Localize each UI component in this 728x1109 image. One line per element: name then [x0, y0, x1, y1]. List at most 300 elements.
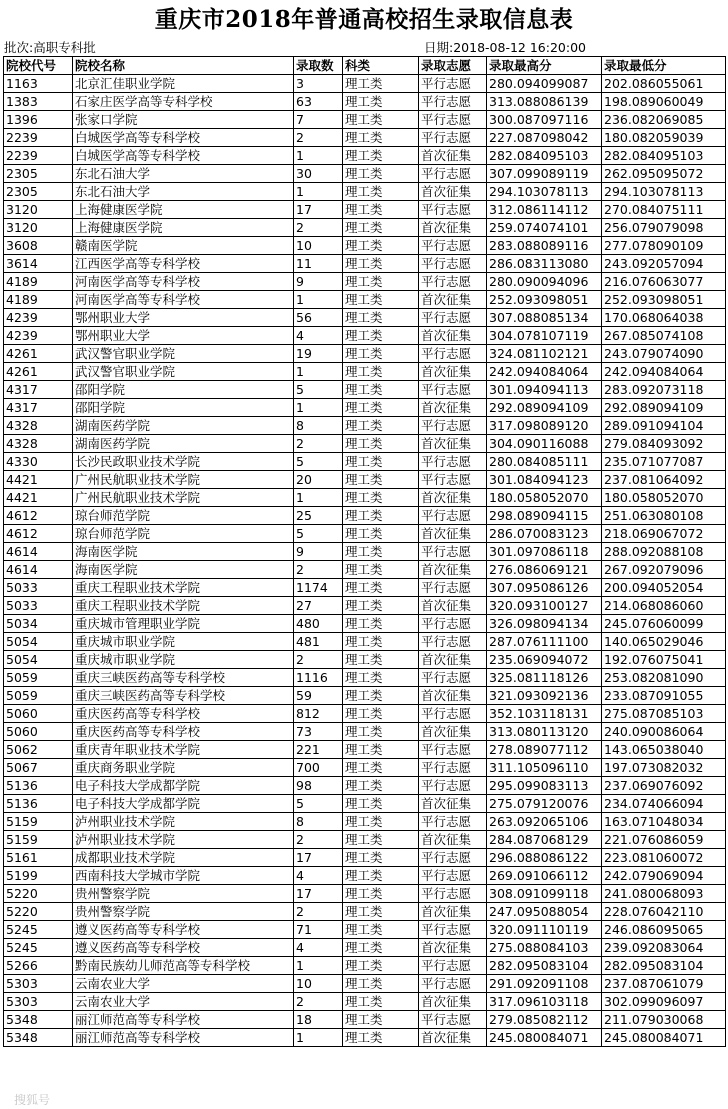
cell-admit-count: 8: [294, 813, 343, 831]
cell-school-name: 东北石油大学: [73, 165, 294, 183]
table-row: [4, 453, 726, 471]
admission-table: [3, 56, 726, 1047]
cell-admission-choice: 首次征集: [419, 525, 487, 543]
cell-school-code: 2305: [4, 165, 73, 183]
cell-max-score: 283.088089116: [487, 237, 602, 255]
cell-subject-type: 理工类: [343, 93, 419, 111]
cell-min-score: 237.069076092: [602, 777, 726, 795]
cell-school-name: 赣南医学院: [73, 237, 294, 255]
cell-school-code: 3608: [4, 237, 73, 255]
cell-max-score: 242.094084064: [487, 363, 602, 381]
cell-school-name: 重庆工程职业技术学院: [73, 597, 294, 615]
cell-admission-choice: 首次征集: [419, 327, 487, 345]
cell-school-code: 4614: [4, 543, 73, 561]
cell-admit-count: 2: [294, 993, 343, 1011]
cell-admit-count: 2: [294, 561, 343, 579]
cell-max-score: 307.095086126: [487, 579, 602, 597]
cell-admission-choice: 首次征集: [419, 993, 487, 1011]
cell-school-code: 5348: [4, 1029, 73, 1047]
cell-admit-count: 1: [294, 957, 343, 975]
cell-admission-choice: 首次征集: [419, 795, 487, 813]
cell-admit-count: 1116: [294, 669, 343, 687]
cell-admission-choice: 平行志愿: [419, 507, 487, 525]
cell-admission-choice: 平行志愿: [419, 255, 487, 273]
table-row: [4, 759, 726, 777]
cell-admission-choice: 平行志愿: [419, 93, 487, 111]
cell-max-score: 298.089094115: [487, 507, 602, 525]
cell-school-name: 上海健康医学院: [73, 201, 294, 219]
cell-school-code: 5034: [4, 615, 73, 633]
cell-admission-choice: 平行志愿: [419, 543, 487, 561]
cell-admission-choice: 平行志愿: [419, 957, 487, 975]
cell-min-score: 246.086095065: [602, 921, 726, 939]
table-row: [4, 525, 726, 543]
cell-school-name: 重庆医药高等专科学校: [73, 723, 294, 741]
cell-subject-type: 理工类: [343, 579, 419, 597]
table-row: [4, 1029, 726, 1047]
cell-school-name: 重庆青年职业技术学院: [73, 741, 294, 759]
cell-admit-count: 59: [294, 687, 343, 705]
cell-min-score: 198.089060049: [602, 93, 726, 111]
cell-admission-choice: 首次征集: [419, 147, 487, 165]
cell-school-code: 1383: [4, 93, 73, 111]
cell-admit-count: 17: [294, 201, 343, 219]
cell-school-code: 5303: [4, 993, 73, 1011]
cell-school-name: 贵州警察学院: [73, 885, 294, 903]
cell-admit-count: 2: [294, 651, 343, 669]
table-row: [4, 939, 726, 957]
cell-min-score: 243.079074090: [602, 345, 726, 363]
cell-school-name: 遵义医药高等专科学校: [73, 921, 294, 939]
cell-school-code: 5220: [4, 903, 73, 921]
cell-min-score: 267.092079096: [602, 561, 726, 579]
cell-subject-type: 理工类: [343, 813, 419, 831]
cell-max-score: 180.058052070: [487, 489, 602, 507]
table-row: [4, 633, 726, 651]
cell-min-score: 163.071048034: [602, 813, 726, 831]
cell-min-score: 236.082069085: [602, 111, 726, 129]
cell-max-score: 245.080084071: [487, 1029, 602, 1047]
cell-max-score: 280.094099087: [487, 75, 602, 93]
cell-min-score: 289.091094104: [602, 417, 726, 435]
cell-subject-type: 理工类: [343, 183, 419, 201]
cell-max-score: 301.094094113: [487, 381, 602, 399]
cell-school-name: 云南农业大学: [73, 975, 294, 993]
cell-subject-type: 理工类: [343, 399, 419, 417]
table-row: [4, 417, 726, 435]
cell-admit-count: 19: [294, 345, 343, 363]
table-row: [4, 111, 726, 129]
cell-admit-count: 73: [294, 723, 343, 741]
cell-school-name: 重庆医药高等专科学校: [73, 705, 294, 723]
cell-admit-count: 9: [294, 543, 343, 561]
cell-max-score: 275.079120076: [487, 795, 602, 813]
cell-max-score: 263.092065106: [487, 813, 602, 831]
cell-subject-type: 理工类: [343, 939, 419, 957]
table-row: [4, 561, 726, 579]
cell-school-name: 河南医学高等专科学校: [73, 291, 294, 309]
cell-school-name: 白城医学高等专科学校: [73, 129, 294, 147]
cell-max-score: 313.080113120: [487, 723, 602, 741]
table-row: [4, 183, 726, 201]
cell-min-score: 240.090086064: [602, 723, 726, 741]
cell-admission-choice: 平行志愿: [419, 705, 487, 723]
cell-school-code: 5033: [4, 579, 73, 597]
cell-admission-choice: 首次征集: [419, 489, 487, 507]
cell-min-score: 294.103078113: [602, 183, 726, 201]
table-row: [4, 327, 726, 345]
cell-min-score: 221.076086059: [602, 831, 726, 849]
table-row: [4, 399, 726, 417]
cell-subject-type: 理工类: [343, 255, 419, 273]
cell-subject-type: 理工类: [343, 165, 419, 183]
cell-admit-count: 4: [294, 867, 343, 885]
table-row: [4, 309, 726, 327]
cell-subject-type: 理工类: [343, 723, 419, 741]
page-title: 重庆市2018年普通高校招生录取信息表: [154, 6, 574, 33]
cell-school-name: 重庆三峡医药高等专科学校: [73, 687, 294, 705]
cell-admit-count: 1: [294, 147, 343, 165]
cell-min-score: 282.095083104: [602, 957, 726, 975]
cell-school-code: 4421: [4, 471, 73, 489]
cell-school-code: 2239: [4, 129, 73, 147]
cell-subject-type: 理工类: [343, 1011, 419, 1029]
table-row: [4, 651, 726, 669]
cell-admit-count: 71: [294, 921, 343, 939]
cell-school-name: 成都职业技术学院: [73, 849, 294, 867]
cell-min-score: 283.092073118: [602, 381, 726, 399]
cell-max-score: 320.093100127: [487, 597, 602, 615]
cell-admit-count: 17: [294, 849, 343, 867]
cell-admission-choice: 平行志愿: [419, 615, 487, 633]
cell-min-score: 253.082081090: [602, 669, 726, 687]
cell-admission-choice: 平行志愿: [419, 453, 487, 471]
cell-school-code: 4614: [4, 561, 73, 579]
cell-admission-choice: 首次征集: [419, 1029, 487, 1047]
cell-max-score: 325.081118126: [487, 669, 602, 687]
cell-max-score: 313.088086139: [487, 93, 602, 111]
table-row: [4, 129, 726, 147]
cell-subject-type: 理工类: [343, 831, 419, 849]
cell-min-score: 245.080084071: [602, 1029, 726, 1047]
cell-admit-count: 63: [294, 93, 343, 111]
cell-school-code: 5059: [4, 687, 73, 705]
cell-min-score: 197.073082032: [602, 759, 726, 777]
cell-admit-count: 3: [294, 75, 343, 93]
cell-min-score: 218.069067072: [602, 525, 726, 543]
cell-min-score: 239.092083064: [602, 939, 726, 957]
cell-admission-choice: 平行志愿: [419, 75, 487, 93]
cell-subject-type: 理工类: [343, 75, 419, 93]
table-row: [4, 831, 726, 849]
table-row: [4, 201, 726, 219]
cell-school-code: 4261: [4, 363, 73, 381]
cell-school-name: 云南农业大学: [73, 993, 294, 1011]
cell-subject-type: 理工类: [343, 705, 419, 723]
cell-admit-count: 25: [294, 507, 343, 525]
cell-admission-choice: 首次征集: [419, 939, 487, 957]
cell-min-score: 180.082059039: [602, 129, 726, 147]
table-row: [4, 147, 726, 165]
cell-subject-type: 理工类: [343, 435, 419, 453]
cell-admit-count: 2: [294, 129, 343, 147]
cell-subject-type: 理工类: [343, 219, 419, 237]
cell-school-code: 4261: [4, 345, 73, 363]
cell-subject-type: 理工类: [343, 1029, 419, 1047]
cell-max-score: 279.085082112: [487, 1011, 602, 1029]
cell-subject-type: 理工类: [343, 273, 419, 291]
cell-min-score: 216.076063077: [602, 273, 726, 291]
cell-admission-choice: 平行志愿: [419, 867, 487, 885]
cell-admission-choice: 平行志愿: [419, 777, 487, 795]
cell-school-code: 4317: [4, 399, 73, 417]
cell-subject-type: 理工类: [343, 849, 419, 867]
table-row: [4, 363, 726, 381]
header-school-code: 院校代号: [4, 57, 73, 75]
table-row: [4, 75, 726, 93]
table-row: [4, 291, 726, 309]
cell-min-score: 288.092088108: [602, 543, 726, 561]
cell-admit-count: 1: [294, 489, 343, 507]
cell-school-name: 丽江师范高等专科学校: [73, 1029, 294, 1047]
cell-min-score: 241.080068093: [602, 885, 726, 903]
cell-school-name: 丽江师范高等专科学校: [73, 1011, 294, 1029]
cell-min-score: 170.068064038: [602, 309, 726, 327]
table-row: [4, 1011, 726, 1029]
cell-admit-count: 11: [294, 255, 343, 273]
cell-subject-type: 理工类: [343, 669, 419, 687]
cell-admit-count: 1: [294, 183, 343, 201]
cell-subject-type: 理工类: [343, 147, 419, 165]
cell-subject-type: 理工类: [343, 543, 419, 561]
table-row: [4, 723, 726, 741]
cell-school-name: 重庆城市职业学院: [73, 651, 294, 669]
cell-min-score: 223.081060072: [602, 849, 726, 867]
cell-max-score: 259.074074101: [487, 219, 602, 237]
cell-school-code: 5060: [4, 723, 73, 741]
cell-subject-type: 理工类: [343, 921, 419, 939]
cell-admission-choice: 平行志愿: [419, 381, 487, 399]
cell-min-score: 143.065038040: [602, 741, 726, 759]
cell-max-score: 227.087098042: [487, 129, 602, 147]
cell-min-score: 262.095095072: [602, 165, 726, 183]
table-row: [4, 975, 726, 993]
cell-subject-type: 理工类: [343, 525, 419, 543]
cell-admission-choice: 首次征集: [419, 399, 487, 417]
cell-subject-type: 理工类: [343, 795, 419, 813]
cell-admit-count: 56: [294, 309, 343, 327]
cell-admit-count: 5: [294, 795, 343, 813]
table-row: [4, 849, 726, 867]
cell-school-code: 4189: [4, 291, 73, 309]
cell-school-code: 4239: [4, 309, 73, 327]
cell-school-name: 重庆城市职业学院: [73, 633, 294, 651]
table-row: [4, 543, 726, 561]
cell-school-code: 5136: [4, 777, 73, 795]
cell-school-name: 武汉警官职业学院: [73, 363, 294, 381]
cell-school-name: 武汉警官职业学院: [73, 345, 294, 363]
cell-min-score: 233.087091055: [602, 687, 726, 705]
cell-school-name: 琼台师范学院: [73, 507, 294, 525]
cell-admission-choice: 平行志愿: [419, 1011, 487, 1029]
cell-min-score: 237.087061079: [602, 975, 726, 993]
cell-max-score: 304.090116088: [487, 435, 602, 453]
cell-school-code: 1396: [4, 111, 73, 129]
cell-min-score: 251.063080108: [602, 507, 726, 525]
cell-school-name: 东北石油大学: [73, 183, 294, 201]
cell-max-score: 326.098094134: [487, 615, 602, 633]
cell-max-score: 292.089094109: [487, 399, 602, 417]
table-row: [4, 381, 726, 399]
cell-subject-type: 理工类: [343, 363, 419, 381]
cell-school-name: 鄂州职业大学: [73, 309, 294, 327]
cell-admission-choice: 首次征集: [419, 687, 487, 705]
header-min-score: 录取最低分: [602, 57, 726, 75]
cell-min-score: 242.079069094: [602, 867, 726, 885]
cell-max-score: 276.086069121: [487, 561, 602, 579]
cell-admit-count: 5: [294, 525, 343, 543]
cell-admit-count: 18: [294, 1011, 343, 1029]
cell-admission-choice: 首次征集: [419, 291, 487, 309]
cell-min-score: 302.099096097: [602, 993, 726, 1011]
cell-max-score: 317.098089120: [487, 417, 602, 435]
cell-admission-choice: 平行志愿: [419, 309, 487, 327]
table-row: [4, 867, 726, 885]
cell-admit-count: 8: [294, 417, 343, 435]
cell-admission-choice: 平行志愿: [419, 111, 487, 129]
cell-school-name: 长沙民政职业技术学院: [73, 453, 294, 471]
cell-max-score: 304.078107119: [487, 327, 602, 345]
cell-school-code: 4612: [4, 525, 73, 543]
cell-school-code: 5199: [4, 867, 73, 885]
cell-admission-choice: 平行志愿: [419, 471, 487, 489]
cell-admission-choice: 平行志愿: [419, 417, 487, 435]
cell-school-name: 北京汇佳职业学院: [73, 75, 294, 93]
cell-admission-choice: 平行志愿: [419, 237, 487, 255]
cell-school-code: 5159: [4, 813, 73, 831]
cell-school-code: 4612: [4, 507, 73, 525]
table-row: [4, 687, 726, 705]
cell-school-code: 5054: [4, 651, 73, 669]
cell-admission-choice: 平行志愿: [419, 741, 487, 759]
cell-max-score: 280.090094096: [487, 273, 602, 291]
cell-school-code: 4317: [4, 381, 73, 399]
cell-school-name: 上海健康医学院: [73, 219, 294, 237]
cell-min-score: 228.076042110: [602, 903, 726, 921]
cell-admission-choice: 平行志愿: [419, 885, 487, 903]
cell-max-score: 286.083113080: [487, 255, 602, 273]
cell-min-score: 270.084075111: [602, 201, 726, 219]
header-admit-count: 录取数: [294, 57, 343, 75]
cell-subject-type: 理工类: [343, 651, 419, 669]
cell-admission-choice: 首次征集: [419, 597, 487, 615]
cell-admit-count: 4: [294, 939, 343, 957]
cell-admit-count: 30: [294, 165, 343, 183]
cell-admit-count: 10: [294, 237, 343, 255]
table-header-row: [4, 57, 726, 75]
cell-admit-count: 7: [294, 111, 343, 129]
cell-school-code: 3120: [4, 201, 73, 219]
cell-admission-choice: 平行志愿: [419, 579, 487, 597]
cell-school-name: 广州民航职业技术学院: [73, 489, 294, 507]
cell-max-score: 275.088084103: [487, 939, 602, 957]
cell-subject-type: 理工类: [343, 759, 419, 777]
cell-max-score: 320.091110119: [487, 921, 602, 939]
cell-subject-type: 理工类: [343, 129, 419, 147]
table-row: [4, 489, 726, 507]
header-max-score: 录取最高分: [487, 57, 602, 75]
cell-admit-count: 9: [294, 273, 343, 291]
header-admission-choice: 录取志愿: [419, 57, 487, 75]
cell-admit-count: 10: [294, 975, 343, 993]
cell-subject-type: 理工类: [343, 237, 419, 255]
cell-school-code: 5348: [4, 1011, 73, 1029]
table-body: [4, 75, 726, 1047]
cell-school-code: 5136: [4, 795, 73, 813]
table-row: [4, 885, 726, 903]
cell-admit-count: 481: [294, 633, 343, 651]
cell-admit-count: 1: [294, 1029, 343, 1047]
cell-subject-type: 理工类: [343, 633, 419, 651]
cell-max-score: 324.081102121: [487, 345, 602, 363]
table-row: [4, 237, 726, 255]
cell-admission-choice: 平行志愿: [419, 165, 487, 183]
cell-min-score: 237.081064092: [602, 471, 726, 489]
cell-school-code: 3120: [4, 219, 73, 237]
cell-admission-choice: 平行志愿: [419, 759, 487, 777]
cell-school-name: 石家庄医学高等专科学校: [73, 93, 294, 111]
cell-subject-type: 理工类: [343, 777, 419, 795]
cell-admit-count: 1: [294, 291, 343, 309]
table-row: [4, 705, 726, 723]
table-row: [4, 993, 726, 1011]
cell-school-name: 泸州职业技术学院: [73, 813, 294, 831]
table-row: [4, 669, 726, 687]
cell-school-code: 5060: [4, 705, 73, 723]
cell-school-code: 4239: [4, 327, 73, 345]
cell-school-code: 4189: [4, 273, 73, 291]
cell-admission-choice: 平行志愿: [419, 345, 487, 363]
cell-min-score: 277.078090109: [602, 237, 726, 255]
cell-admission-choice: 平行志愿: [419, 273, 487, 291]
cell-admission-choice: 平行志愿: [419, 669, 487, 687]
cell-school-name: 广州民航职业技术学院: [73, 471, 294, 489]
table-row: [4, 435, 726, 453]
cell-min-score: 256.079079098: [602, 219, 726, 237]
table-row: [4, 813, 726, 831]
cell-admission-choice: 平行志愿: [419, 633, 487, 651]
cell-subject-type: 理工类: [343, 975, 419, 993]
cell-admission-choice: 首次征集: [419, 903, 487, 921]
cell-admit-count: 20: [294, 471, 343, 489]
cell-max-score: 287.076111100: [487, 633, 602, 651]
cell-admit-count: 98: [294, 777, 343, 795]
watermark: 搜狐号: [14, 1093, 51, 1107]
cell-school-name: 湖南医药学院: [73, 435, 294, 453]
cell-school-name: 邵阳学院: [73, 381, 294, 399]
cell-admit-count: 480: [294, 615, 343, 633]
cell-subject-type: 理工类: [343, 453, 419, 471]
table-row: [4, 795, 726, 813]
cell-school-code: 5161: [4, 849, 73, 867]
cell-school-code: 4421: [4, 489, 73, 507]
cell-max-score: 294.103078113: [487, 183, 602, 201]
cell-school-name: 黔南民族幼儿师范高等专科学校: [73, 957, 294, 975]
cell-max-score: 282.084095103: [487, 147, 602, 165]
cell-school-code: 2305: [4, 183, 73, 201]
cell-min-score: 180.058052070: [602, 489, 726, 507]
cell-subject-type: 理工类: [343, 345, 419, 363]
